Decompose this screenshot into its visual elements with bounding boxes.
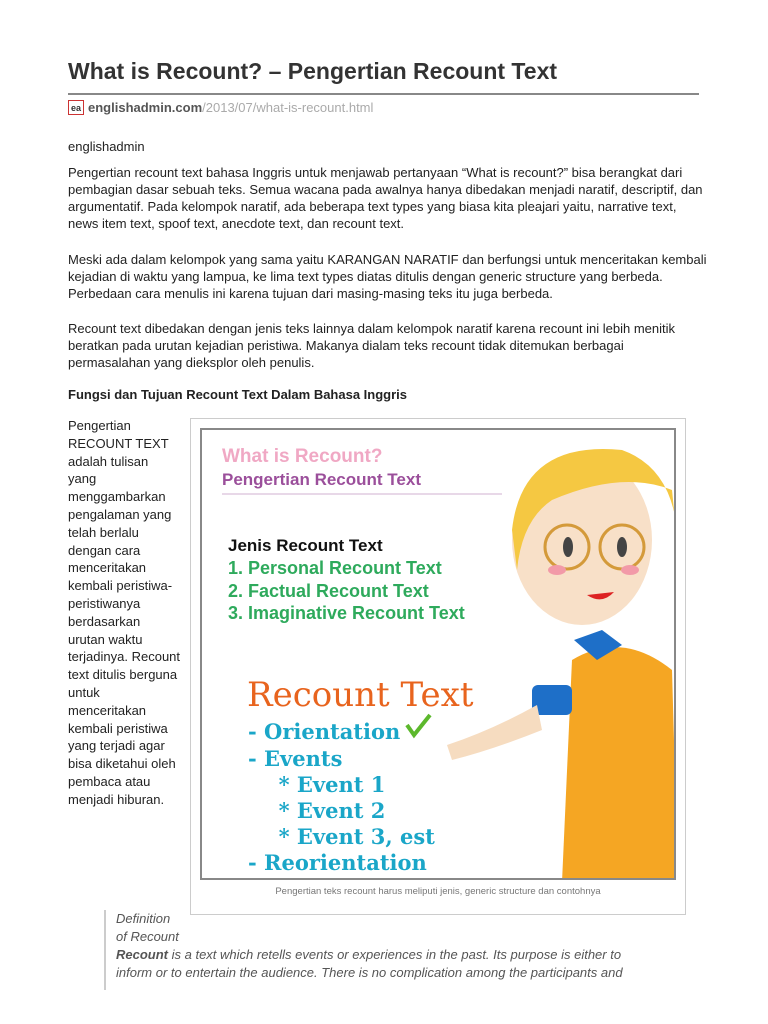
fig-structure: * Event 2 [264,798,386,823]
fig-title: What is Recount? [222,446,383,467]
source-path[interactable]: /2013/07/what-is-recount.html [202,100,374,115]
paragraph: Meski ada dalam kelompok yang sama yaitu KARANGAN NARATIF dan berfungsi untuk menceritakan kembali kejadian di waktu yang lampua, ke lima text types diatas ditulis dengan generic structure yang berbeda. Perbedaan cara menulis ini karena tujuan dari masing-masing teks itu juga berbeda. [68,252,707,301]
fig-structure: * Event 3, est [264,824,435,849]
figure-image [200,428,676,880]
figure-caption: Pengertian teks recount harus meliputi jenis, generic structure dan contohnya [275,886,601,897]
quote-bold: Recount [116,947,168,962]
fig-type: 2. Factual Recount Text [228,581,429,601]
fig-structure: - Events [248,746,343,771]
page-title: What is Recount? – Pengertian Recount Text [68,58,558,84]
fig-structure: * Event 1 [264,772,386,797]
paragraph: Recount text dibedakan dengan jenis teks lainnya dalam kelompok naratif karena recount ini lebih menitik beratkan pada urutan kejadian peristiwa. Makanya dialam teks recount tidak ditemukan berbagai permasalahan yang dieksplor oleh penulis. [68,321,676,370]
blockquote-bar [104,910,106,990]
quote-text: inform or to entertain the audience. There is no complication among the participants and [116,965,623,980]
fig-jenis: Jenis Recount Text [228,536,383,555]
section-heading: Fungsi dan Tujuan Recount Text Dalam Bahasa Inggris [68,387,408,402]
divider [68,93,699,95]
source-link[interactable] [68,100,373,115]
quote-line: of Recount [116,929,179,944]
site-logo-icon: ea [68,100,84,115]
fig-structure: - Orientation [248,719,401,744]
fig-type: 1. Personal Recount Text [228,558,442,578]
fig-big-title: Recount Text [247,675,474,715]
quote-line: Definition [116,911,171,926]
quote-text: is a text which retells events or experiences in the past. Its purpose is either to [168,947,622,962]
fig-structure: - Reorientation [248,850,427,875]
source-domain[interactable]: englishadmin.com [88,100,203,115]
fig-type: 3. Imaginative Recount Text [228,603,465,623]
author: englishadmin [68,139,145,154]
fig-subtitle: Pengertian Recount Text [222,470,421,489]
paragraph: Pengertian RECOUNT TEXT adalah tulisan yang menggambarkan pengalaman yang telah berlalu dengan cara menceritakan kembali peristiwa-peristiwanya berdasarkan urutan waktu terjadinya. Recount text ditulis berguna untuk menceritakan kembali peristiwa yang terjadi agar bisa diketahui oleh pembaca atau menjadi hiburan. [68,418,181,807]
paragraph: Pengertian recount text bahasa Inggris untuk menjawab pertanyaan “What is recount?” bisa berangkat dari pembagian dasar sebuah teks. Semua wacana pada awalnya hanya dibedakan menjadi naratif, descriptif, dan argumentatif. Pada kelompok naratif, ada beberapa text types yang biasa kita pleajari yaitu, narrative text, news item text, spoof text, anecdote text, dan recount text. [68,165,703,231]
